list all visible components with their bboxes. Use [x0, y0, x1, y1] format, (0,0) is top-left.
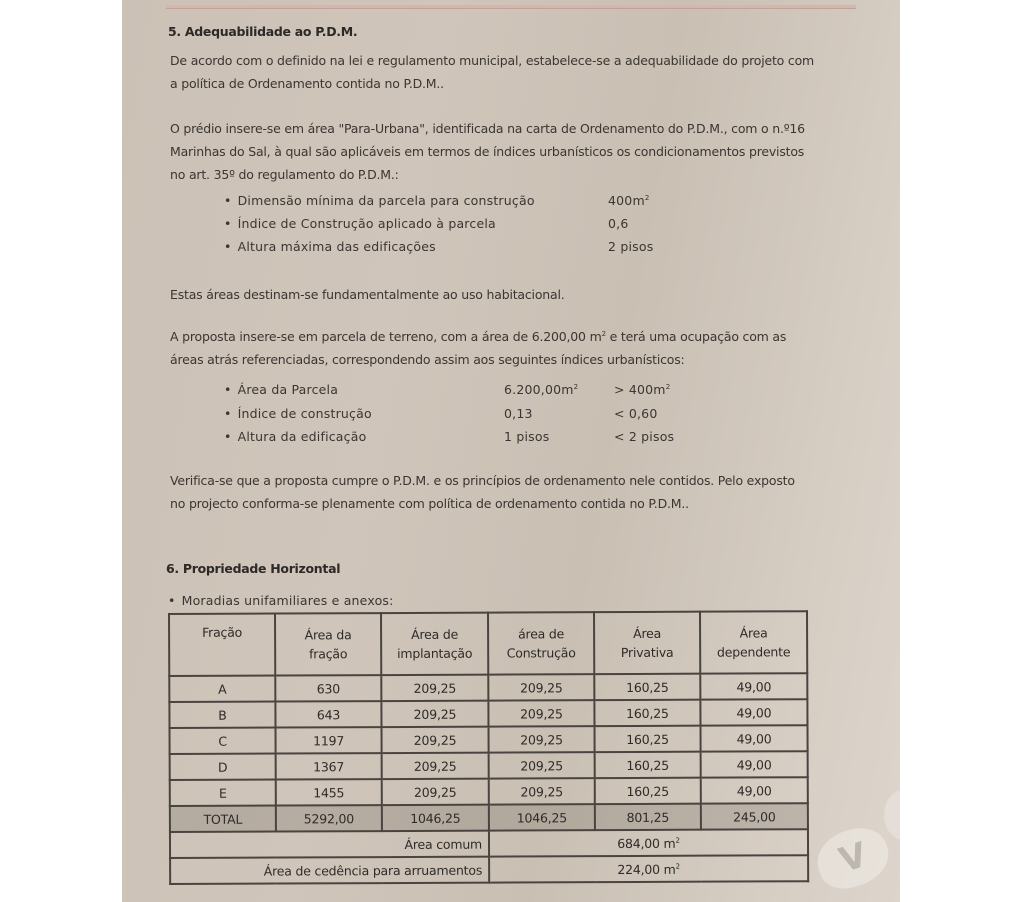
section-5-para-4: [170, 325, 786, 371]
table-total-row: [170, 803, 808, 832]
column-header-area-dependente: Área dependente: [700, 611, 807, 673]
section-5-para-5: [170, 469, 795, 515]
text-line: De acordo com o definido na lei e regulamento municipal, estabelece-se a adequabilidade do projeto com: [170, 53, 814, 68]
section-6-title: 6. Propriedade Horizontal: [166, 561, 341, 576]
index-item: [224, 402, 784, 426]
text-line: no art. 35º do regulamento do P.D.M.:: [170, 167, 399, 182]
area-cedencia-label: Área de cedência para arruamentos: [170, 857, 489, 884]
section-5-title: 5. Adequabilidade ao P.D.M.: [168, 24, 358, 39]
cell-area-privativa: 160,25: [595, 752, 701, 778]
cell-area-dependente: 49,00: [700, 699, 807, 725]
cell-fracao: A: [169, 676, 275, 702]
requirement-item: [224, 212, 724, 235]
text-line: áreas atrás referenciadas, correspondendo assim aos seguintes índices urbanísticos:: [170, 352, 685, 367]
cell-total-label: TOTAL: [170, 806, 276, 832]
text-line: A proposta insere-se em parcela de terreno, com a área de 6.200,00 $m^2$ e terá uma ocupação com as: [170, 329, 787, 344]
watermark-blob: [884, 790, 900, 840]
index-value: $6.200,00m^2$: [504, 382, 579, 397]
index-limit: > $400m^2$: [614, 382, 671, 397]
cell-area-fracao: 1455: [276, 779, 382, 805]
table-row: [170, 751, 808, 780]
section-5-para-1: [170, 49, 814, 95]
cell-area-implantacao: 209,25: [381, 701, 488, 727]
cell-total-area-privativa: 801,25: [595, 804, 701, 830]
section-5-para-2: [170, 117, 805, 186]
index-value: 0,13: [504, 405, 533, 421]
cell-area-construcao: 209,25: [488, 674, 594, 700]
cell-area-construcao: 209,25: [488, 726, 594, 752]
cell-fracao: C: [170, 728, 276, 754]
index-label: • Área da Parcela: [224, 382, 338, 397]
cell-area-privativa: 160,25: [595, 778, 701, 804]
index-label: • Altura da edificação: [224, 429, 366, 444]
area-cedencia-value: 224,00 $m^2$: [489, 855, 808, 882]
marketplace-logo-icon: V: [810, 820, 896, 896]
requirement-label: • Índice de Construção aplicado à parcela: [224, 216, 496, 231]
cell-area-fracao: 1197: [276, 727, 382, 753]
column-header-area-implantacao: Área de implantação: [381, 613, 488, 675]
table-row: [169, 673, 807, 702]
index-label: • Índice de construção: [224, 406, 372, 421]
cell-fracao: D: [170, 754, 276, 780]
cell-area-dependente: 49,00: [700, 725, 807, 751]
requirement-value: $400m^2$: [608, 193, 650, 208]
area-comum-label: Área comum: [170, 831, 489, 858]
cell-area-construcao: 209,25: [488, 700, 594, 726]
cell-area-implantacao: 209,25: [382, 779, 489, 805]
column-header-fracao: Fração: [169, 614, 275, 676]
cell-area-dependente: 49,00: [701, 751, 808, 777]
area-comum-value: 684,00 $m^2$: [489, 829, 808, 856]
section-6-bullet: • Moradias unifamiliares e anexos:: [168, 593, 394, 608]
text-line: a política de Ordenamento contida no P.D.M..: [170, 76, 444, 91]
cell-area-fracao: 630: [275, 675, 381, 701]
section-5-para-3: Estas áreas destinam-se fundamentalmente ao uso habitacional.: [170, 287, 565, 302]
cell-total-area-dependente: 245,00: [701, 803, 808, 829]
index-limit: < 2 pisos: [614, 429, 675, 444]
horizontal-property-table: [168, 610, 809, 885]
table-row-area-comum: [170, 829, 808, 858]
requirement-item: [224, 189, 724, 212]
column-header-area-fracao: Área da fração: [275, 613, 381, 675]
cell-total-area-fracao: 5292,00: [276, 805, 382, 831]
table-header-row: [169, 611, 807, 676]
cell-total-area-implantacao: 1046,25: [382, 805, 489, 831]
table-row-area-cedencia: [170, 855, 808, 884]
text-line: Verifica-se que a proposta cumpre o P.D.M. e os princípios de ordenamento nele contidos. Pelo exposto: [170, 473, 795, 488]
table-row: [169, 699, 807, 728]
requirement-item: [224, 235, 724, 258]
document-photo: [122, 0, 900, 902]
cell-area-privativa: 160,25: [594, 700, 700, 726]
indices-list: [224, 378, 784, 449]
cell-area-fracao: 643: [275, 701, 381, 727]
column-header-area-construcao: área de Construção: [488, 612, 594, 674]
table-row: [170, 777, 808, 806]
cell-area-dependente: 49,00: [701, 777, 808, 803]
cell-area-privativa: 160,25: [594, 726, 700, 752]
cell-area-implantacao: 209,25: [381, 727, 488, 753]
text-line: no projecto conforma-se plenamente com política de ordenamento contida no P.D.M..: [170, 496, 689, 511]
requirement-value: 2 pisos: [608, 239, 654, 254]
requirements-list: [224, 189, 724, 258]
cell-total-area-construcao: 1046,25: [489, 804, 595, 830]
index-value: 1 pisos: [504, 429, 550, 444]
requirement-label: • Altura máxima das edificações: [224, 239, 436, 254]
cell-area-implantacao: 209,25: [382, 753, 489, 779]
requirement-value: 0,6: [608, 216, 629, 231]
cell-area-construcao: 209,25: [489, 752, 595, 778]
cell-fracao: B: [169, 702, 275, 728]
text-line: O prédio insere-se em área "Para-Urbana", identificada na carta de Ordenamento do P.D.M., com o n.º16: [170, 121, 805, 136]
cell-area-fracao: 1367: [276, 753, 382, 779]
header-divider: [166, 5, 856, 9]
cell-area-privativa: 160,25: [594, 674, 700, 700]
requirement-label: • Dimensão mínima da parcela para construção: [224, 193, 535, 208]
text-line: Marinhas do Sal, à qual são aplicáveis em termos de índices urbanísticos os condicionamentos previstos: [170, 144, 805, 159]
column-header-area-privativa: Área Privativa: [594, 612, 700, 674]
index-item: [224, 425, 784, 449]
cell-fracao: E: [170, 780, 276, 806]
index-item: [224, 378, 784, 402]
cell-area-dependente: 49,00: [700, 673, 807, 699]
index-limit: < 0,60: [614, 405, 658, 421]
cell-area-construcao: 209,25: [489, 778, 595, 804]
table-row: [170, 725, 808, 754]
cell-area-implantacao: 209,25: [381, 675, 488, 701]
